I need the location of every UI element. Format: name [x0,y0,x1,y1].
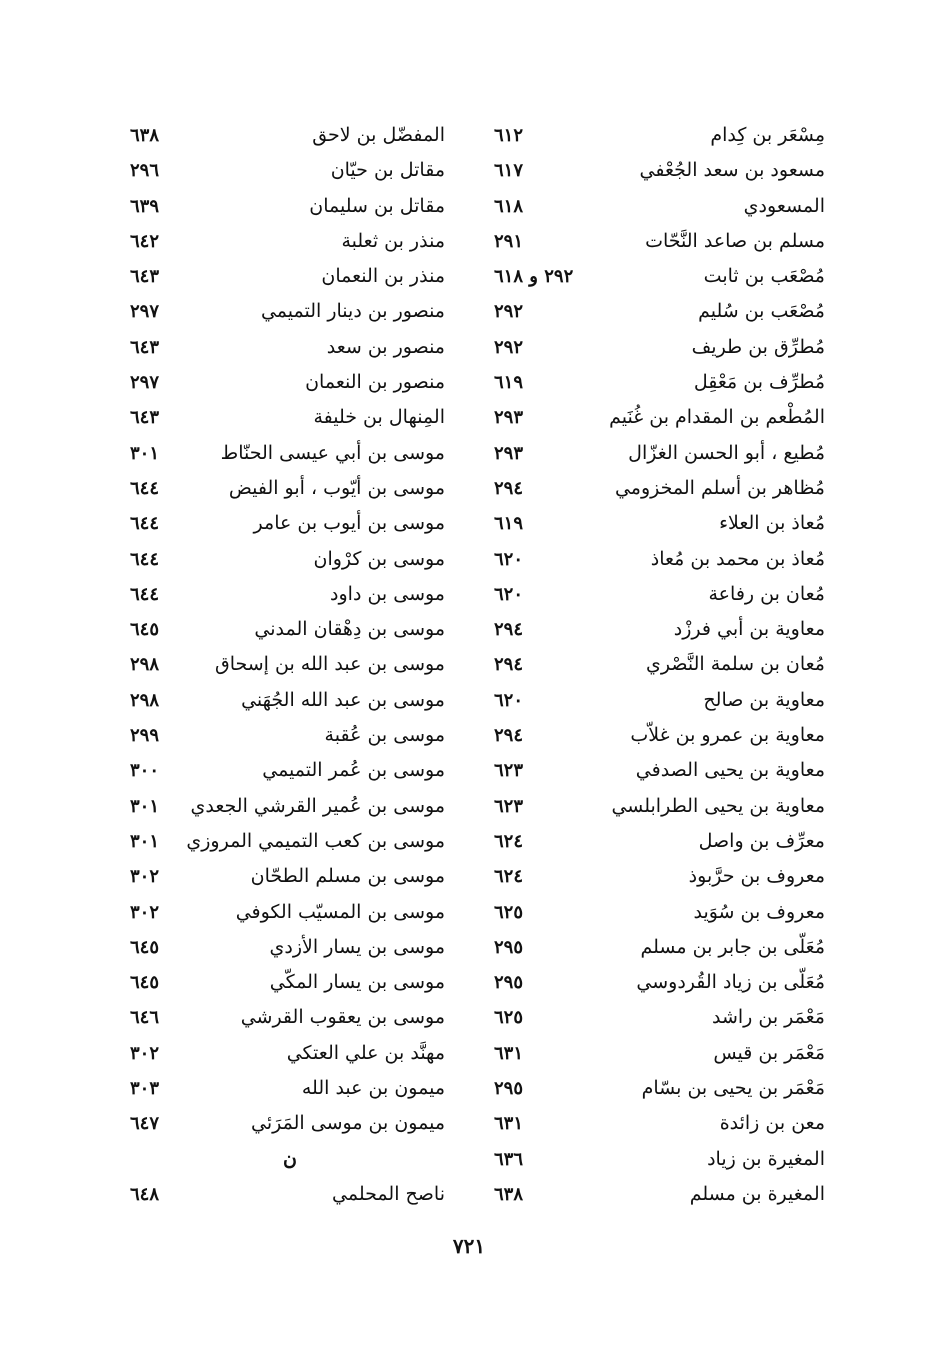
entry-page-number: ٦٤٤ [129,477,159,499]
entry-page-number: ٦٤٤ [129,513,159,535]
index-entry-row [490,930,825,965]
entry-page-number: ٣٠٢ [129,866,159,888]
entry-page-number: ٦٣١ [494,1113,524,1135]
entry-page-number: ٦٢٠ [494,548,524,570]
entry-page-number: ٣٠٢ [129,901,159,923]
entry-name: معروف بن حرَّبوذ [688,865,825,888]
entry-name: مِسْعَر بن كِدام [710,124,825,146]
entry-page-number: ٢٩٢ [494,301,524,323]
entry-name: مَعْمَر بن يحيى بن بسّام [641,1077,825,1100]
entry-page-number: ٦٤٧ [129,1113,159,1135]
entry-page-number: ٦٤٦ [129,1007,159,1029]
index-entry-row [110,365,445,400]
index-entry-row [490,1142,825,1177]
entry-page-number: ٦٤٥ [129,972,159,994]
entry-page-number: ٢٩٢ و ٦١٨ [494,266,574,288]
entry-name: مُصْعَب بن سُليم [698,300,825,323]
entry-page-number: ٦٤٥ [129,619,159,641]
index-entry-row [110,789,445,824]
entry-page-number: ٦٢٠ [494,583,524,605]
index-entry-row [490,683,825,718]
entry-name: معاوية بن صالح [703,688,825,711]
entry-name: موسى بن دِهْقان المدني [254,618,445,641]
index-entry-row [110,1000,445,1035]
entry-page-number: ٣٠١ [129,442,159,464]
index-entry-row [490,189,825,224]
index-entry-row [490,436,825,471]
entry-name: موسى بن عُمر التميمي [262,759,445,782]
entry-name: موسى بن عُقبة [324,724,445,747]
index-entry-row [490,612,825,647]
index-entry-row [110,400,445,435]
entry-page-number: ٢٩٩ [129,725,159,747]
entry-page-number: ٦٣٨ [494,1183,524,1205]
entry-name: ناصح المحلمي [332,1182,445,1205]
entry-page-number: ٢٩٥ [494,1078,524,1100]
entry-page-number: ٢٩٤ [494,654,524,676]
entry-name: مُطرِّق بن طريف [691,335,825,358]
entry-name: ميمون بن موسى المَرَئي [251,1112,445,1135]
entry-name: موسى بن أبي عيسى الحنّاط [220,441,445,464]
entry-name: منصور بن سعد [326,335,445,358]
entry-name: مهنَّد بن علي العتكي [286,1041,445,1064]
index-entry-row [490,965,825,1000]
index-entry-row [490,1000,825,1035]
entry-page-number: ٢٩٨ [129,689,159,711]
index-column-right [490,118,825,1212]
index-entry-row [110,436,445,471]
index-entry-row [490,330,825,365]
entry-name: مُعاذ بن العلاء [719,512,825,535]
index-entry-row [110,224,445,259]
index-column-left [110,118,445,1212]
index-entry-row [110,259,445,294]
entry-name: مُصْعَب بن ثابت [703,265,825,288]
entry-name: مُعَلّى بن جابر بن مسلم [640,935,825,958]
index-entry-row [490,1071,825,1106]
entry-page-number: ٢٩٧ [129,372,159,394]
index-entry-row [110,895,445,930]
entry-page-number: ٦٣٩ [129,195,159,217]
entry-page-number: ٦٢٣ [494,760,524,782]
entry-name: معرِّف بن واصل [698,829,825,852]
entry-name: موسى بن كرْوان [313,547,445,570]
index-entry-row [110,859,445,894]
entry-name: معروف بن سُوَيد [693,900,825,923]
entry-name: معاوية بن عمرو بن غلاّب [630,724,825,747]
index-entry-row [110,1036,445,1071]
entry-name: موسى بن يعقوب القرشي [240,1006,445,1029]
index-entry-row [110,577,445,612]
index-entry-row [490,824,825,859]
index-entry-row [490,294,825,329]
entry-page-number: ٢٩٤ [494,477,524,499]
entry-page-number: ٦٢٣ [494,795,524,817]
entry-name: منصور بن دينار التميمي [260,300,445,323]
entry-name: المِنهال بن خليفة [313,406,445,429]
entry-page-number: ٦٤٣ [129,266,159,288]
index-entry-row [490,118,825,153]
entry-page-number: ٦٤٥ [129,936,159,958]
entry-page-number: ٣٠١ [129,830,159,852]
entry-name: مُطيع ، أبو الحسن الغزّال [628,441,825,464]
entry-name: موسى بن كعب التميمي المروزي [186,829,445,852]
index-entry-row [490,647,825,682]
entry-page-number: ٣٠٠ [129,760,159,782]
index-entry-row [110,153,445,188]
entry-name: موسى بن يسار الأزدي [269,935,445,958]
entry-name: منذر بن ثعلبة [341,229,445,252]
entry-page-number: ٢٩٤ [494,725,524,747]
entry-page-number: ٦٢٠ [494,689,524,711]
entry-name: موسى بن مسلم الطحّان [250,865,445,888]
entry-name: موسى بن أيوب بن عامر [253,512,445,535]
entry-name: مُعَلّى بن زياد القُردوسي [636,971,825,994]
entry-name: موسى بن عُمير القرشي الجعدي [190,794,445,817]
index-entry-row [110,542,445,577]
entry-name: منذر بن النعمان [321,265,445,288]
entry-name: مقاتل بن سليمان [309,194,445,217]
entry-page-number: ٦٤٢ [129,230,159,252]
index-entry-row [490,1177,825,1212]
entry-name: معن بن زائدة [719,1112,825,1135]
entry-name: موسى بن داود [330,582,445,605]
entry-name: معاوية بن يحيى الصدفي [635,759,825,782]
index-entry-row [110,824,445,859]
entry-page-number: ٢٩٣ [494,442,524,464]
entry-name: موسى بن يسار المكّي [269,971,445,994]
entry-name: منصور بن النعمان [305,371,445,394]
index-entry-row [110,753,445,788]
index-entry-row [490,859,825,894]
index-entry-row [110,965,445,1000]
entry-page-number: ٦١٩ [494,372,524,394]
entry-page-number: ٢٩٥ [494,972,524,994]
index-entry-row [110,330,445,365]
index-entry-row [490,365,825,400]
index-entry-row [110,718,445,753]
index-entry-row [110,1106,445,1141]
index-entry-row [490,1106,825,1141]
index-entry-row [110,506,445,541]
section-letter-row [110,1142,445,1177]
section-letter: ن [283,1147,297,1170]
entry-name: مُعاذ بن محمد بن مُعاذ [650,547,825,570]
entry-page-number: ٦٣٦ [494,1148,524,1170]
entry-page-number: ٣٠٣ [129,1078,159,1100]
entry-page-number: ٢٩٤ [494,619,524,641]
index-entry-row [490,400,825,435]
entry-page-number: ٢٩٥ [494,936,524,958]
entry-name: معاوية بن أبي فرزْد [673,618,825,641]
entry-name: مُعان بن رفاعة [708,582,825,605]
entry-page-number: ٦٤٤ [129,548,159,570]
entry-name: مُعان بن سلمة النَّصْري [646,653,825,676]
entry-name: موسى بن عبد الله الجُهَني [241,688,445,711]
entry-page-number: ٦٣١ [494,1042,524,1064]
entry-page-number: ٦١٨ [494,195,524,217]
index-entry-row [110,294,445,329]
entry-name: مَعْمَر بن راشد [712,1006,825,1029]
entry-page-number: ٢٩٧ [129,301,159,323]
entry-page-number: ٢٩٣ [494,407,524,429]
index-entry-row [490,577,825,612]
entry-name: مقاتل بن حيّان [330,159,445,182]
entry-name: مسلم بن صاعد النَّحّات [645,229,825,252]
index-entry-row [110,930,445,965]
entry-page-number: ٦٤٣ [129,407,159,429]
entry-page-number: ٢٩٦ [129,160,159,182]
entry-page-number: ٣٠٢ [129,1042,159,1064]
entry-page-number: ٢٩١ [494,230,524,252]
entry-name: مَعْمَر بن قيس [713,1041,825,1064]
page-number: ٧٢١ [452,1234,486,1258]
entry-name: موسى بن المسيّب الكوفي [235,900,445,923]
entry-page-number: ٦٢٥ [494,1007,524,1029]
entry-page-number: ٢٩٢ [494,336,524,358]
index-entry-row [490,542,825,577]
entry-page-number: ٣٠١ [129,795,159,817]
index-entry-row [490,224,825,259]
index-entry-row [110,647,445,682]
index-entry-row [110,1071,445,1106]
entry-page-number: ٢٩٨ [129,654,159,676]
index-entry-row [110,612,445,647]
index-entry-row [110,118,445,153]
entry-name: موسى بن أيّوب ، أبو الفيض [228,476,445,499]
index-entry-row [110,471,445,506]
entry-name: ميمون بن عبد الله [301,1077,445,1100]
index-entry-row [490,789,825,824]
index-entry-row [490,1036,825,1071]
index-entry-row [490,895,825,930]
entry-name: مسعود بن سعد الجُعْفي [639,159,825,182]
index-entry-row [110,189,445,224]
index-entry-row [490,718,825,753]
index-entry-row [110,1177,445,1212]
entry-page-number: ٦٢٥ [494,901,524,923]
entry-name: المُطْعم بن المقدام بن غُنَيم [609,406,825,429]
index-entry-row [490,259,825,294]
entry-page-number: ٦١٢ [494,125,524,146]
entry-page-number: ٦٣٨ [129,125,159,146]
index-entry-row [490,753,825,788]
index-entry-row [490,153,825,188]
entry-page-number: ٦٤٤ [129,583,159,605]
entry-name: المغيرة بن زياد [707,1147,825,1170]
entry-name: معاوية بن يحيى الطرابلسي [611,794,825,817]
entry-page-number: ٦١٩ [494,513,524,535]
entry-page-number: ٦٢٤ [494,866,524,888]
index-entry-row [490,506,825,541]
entry-page-number: ٦٤٨ [129,1183,159,1205]
entry-name: مُطرِّف بن مَعْقِل [693,371,825,394]
entry-name: مُظاهر بن أسلم المخزومي [614,476,825,499]
entry-page-number: ٦٢٤ [494,830,524,852]
entry-name: المغيرة بن مسلم [689,1182,825,1205]
entry-page-number: ٦٤٣ [129,336,159,358]
entry-page-number: ٦١٧ [494,160,524,182]
index-entry-row [490,471,825,506]
entry-name: موسى بن عبد الله بن إسحاق [214,653,445,676]
index-entry-row [110,683,445,718]
entry-name: المسعودي [743,194,825,217]
entry-name: المفضّل بن لاحق [312,124,445,146]
